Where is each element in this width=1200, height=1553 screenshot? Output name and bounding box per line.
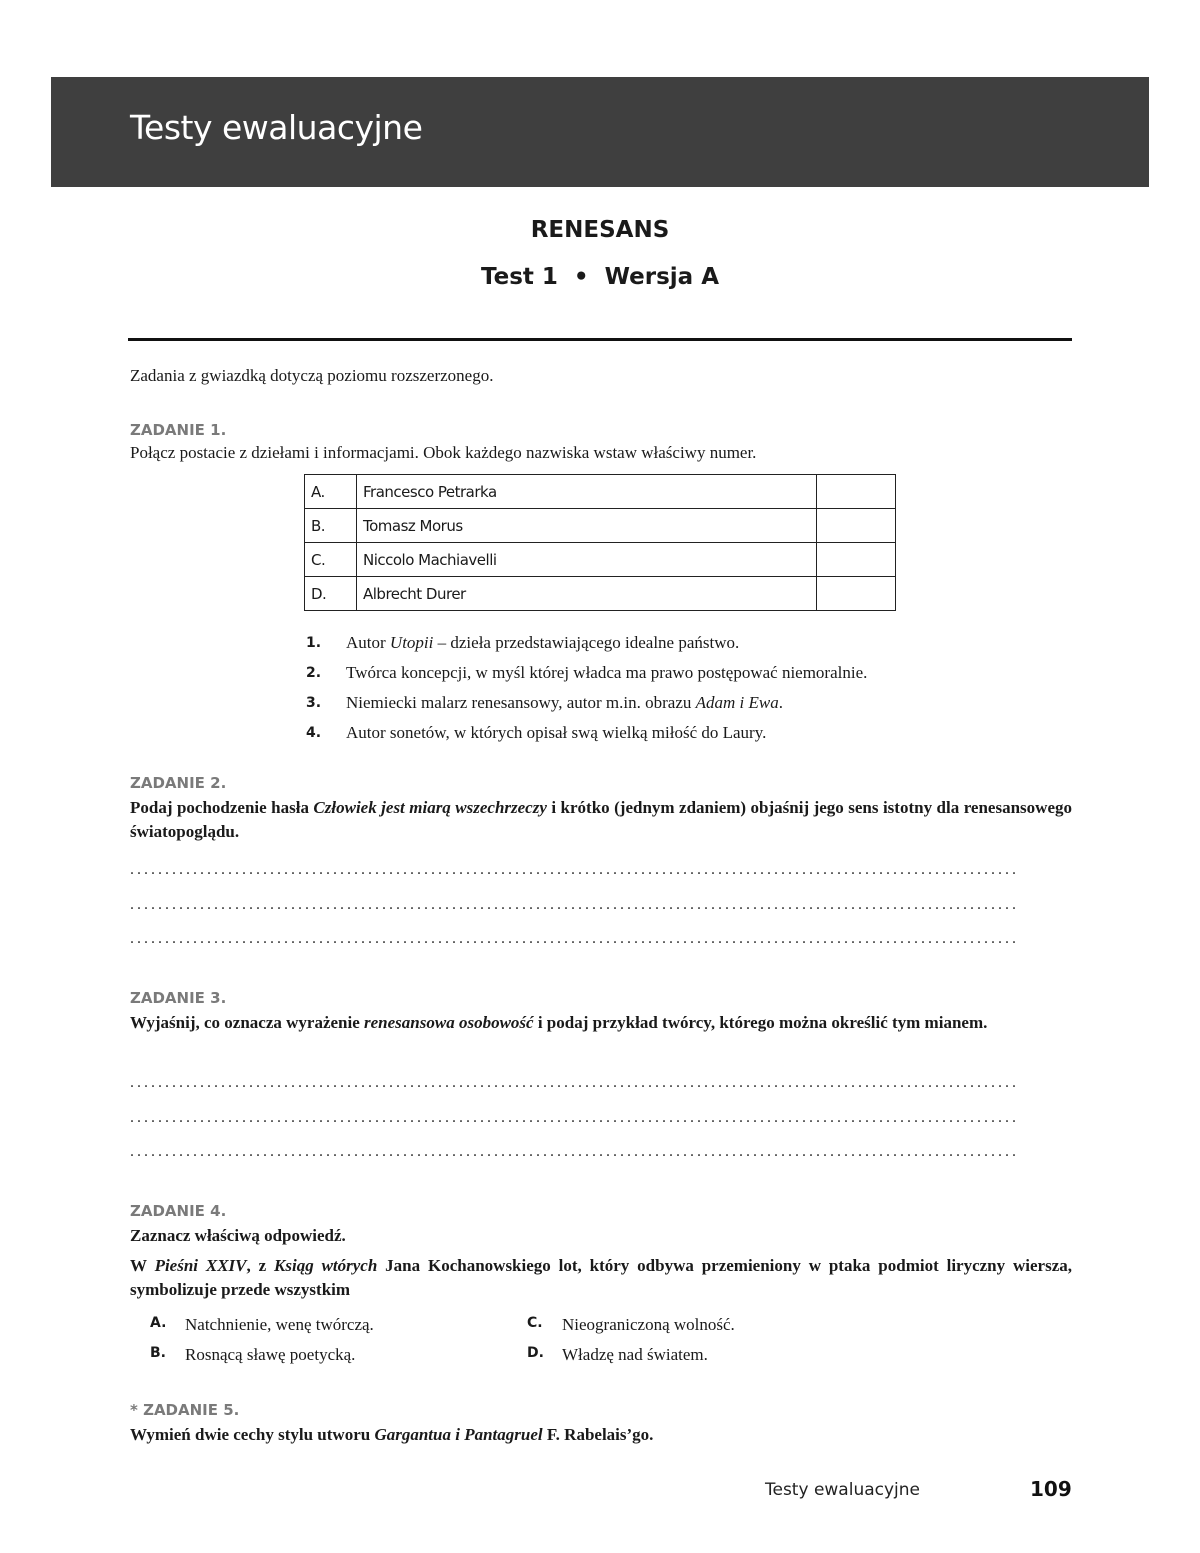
row-letter: A.: [305, 475, 357, 509]
footer-title: Testy ewaluacyjne: [765, 1480, 921, 1500]
table-row: [305, 577, 896, 611]
item-text: Niemiecki malarz renesansowy, autor m.in. obrazu Adam i Ewa.: [346, 693, 783, 712]
option-text: Władzę nad światem.: [562, 1345, 708, 1364]
task-2-label: ZADANIE 2.: [130, 774, 227, 792]
page-number: 109: [1030, 1477, 1072, 1501]
item-text: Autor sonetów, w których opisał swą wielką miłość do Laury.: [346, 723, 767, 742]
answer-option[interactable]: [150, 1345, 355, 1365]
answer-option[interactable]: [527, 1315, 735, 1335]
item-number: 3.: [306, 695, 322, 711]
header-band: [51, 77, 1149, 187]
task-5-question: Wymień dwie cechy stylu utworu Gargantua i Pantagruel F. Rabelais’go.: [130, 1425, 654, 1444]
task-4-question: W Pieśni XXIV, z Ksiąg wtórych Jana Kochanowskiego lot, który odbywa przemieniony w ptaka podmiot liryczny wiersza, symbolizuje przede wszystkim: [130, 1256, 1072, 1299]
task-4-instruction: Zaznacz właściwą odpowiedź.: [130, 1226, 346, 1245]
option-letter: C.: [527, 1315, 543, 1331]
table-row: [305, 475, 896, 509]
answer-line[interactable]: ...............................................................................................................................: [130, 1110, 1019, 1126]
row-name: Francesco Petrarka: [357, 475, 817, 509]
list-item: [306, 658, 867, 688]
section-title: RENESANS: [530, 217, 670, 243]
option-text: Rosnącą sławę poetycką.: [185, 1345, 356, 1364]
answer-line[interactable]: ...............................................................................................................................: [130, 862, 1019, 878]
answer-cell[interactable]: [817, 577, 896, 611]
option-text: Nieograniczoną wolność.: [562, 1315, 735, 1334]
test-label: Test 1: [480, 264, 558, 290]
list-item: [306, 688, 867, 718]
item-text: Autor Utopii – dzieła przedstawiającego idealne państwo.: [346, 633, 740, 652]
row-name: Albrecht Durer: [357, 577, 817, 611]
row-letter: B.: [305, 509, 357, 543]
task-3-label: ZADANIE 3.: [130, 989, 227, 1007]
table-row: [305, 509, 896, 543]
bullet-separator: •: [573, 264, 589, 290]
item-text: Twórca koncepcji, w myśl której władca ma prawo postępować niemoralnie.: [346, 663, 868, 682]
table-row: [305, 543, 896, 577]
answer-line[interactable]: ...............................................................................................................................: [130, 897, 1019, 913]
task-1-label: ZADANIE 1.: [130, 421, 227, 439]
answer-cell[interactable]: [817, 509, 896, 543]
answer-line[interactable]: ...............................................................................................................................: [130, 1144, 1019, 1160]
answer-cell[interactable]: [817, 475, 896, 509]
option-letter: D.: [527, 1345, 544, 1361]
intro-note: Zadania z gwiazdką dotyczą poziomu rozszerzonego.: [130, 366, 494, 385]
answer-cell[interactable]: [817, 543, 896, 577]
item-number: 2.: [306, 665, 322, 681]
answer-option[interactable]: [150, 1315, 374, 1335]
test-version-line: [0, 264, 1200, 290]
task-2-question: Podaj pochodzenie hasła Człowiek jest miarą wszechrzeczy i krótko (jednym zdaniem) objaśnij jego sens istotny dla renesansowego światopoglądu.: [130, 798, 1072, 841]
list-item: [306, 718, 867, 748]
task-1-instruction: Połącz postacie z dziełami i informacjami. Obok każdego nazwiska wstaw właściwy numer.: [130, 443, 757, 462]
matching-table: [304, 474, 896, 611]
option-text: Natchnienie, wenę twórczą.: [185, 1315, 374, 1334]
answer-option[interactable]: [527, 1345, 708, 1365]
title-divider: [128, 338, 1072, 341]
header-title: Testy ewaluacyjne: [130, 108, 423, 147]
list-item: [306, 628, 867, 658]
answer-line[interactable]: ...............................................................................................................................: [130, 931, 1019, 947]
row-letter: D.: [305, 577, 357, 611]
option-letter: B.: [150, 1345, 166, 1361]
row-letter: C.: [305, 543, 357, 577]
option-letter: A.: [150, 1315, 167, 1331]
version-label: Wersja A: [604, 264, 720, 290]
answer-line[interactable]: ...............................................................................................................................: [130, 1075, 1019, 1091]
row-name: Tomasz Morus: [357, 509, 817, 543]
item-number: 1.: [306, 635, 322, 651]
task-4-label: ZADANIE 4.: [130, 1202, 227, 1220]
item-number: 4.: [306, 725, 322, 741]
numbered-info-list: [306, 628, 867, 748]
task-5-label: * ZADANIE 5.: [130, 1401, 240, 1419]
row-name: Niccolo Machiavelli: [357, 543, 817, 577]
task-3-question: Wyjaśnij, co oznacza wyrażenie renesansowa osobowość i podaj przykład twórcy, którego można określić tym mianem.: [130, 1013, 988, 1032]
